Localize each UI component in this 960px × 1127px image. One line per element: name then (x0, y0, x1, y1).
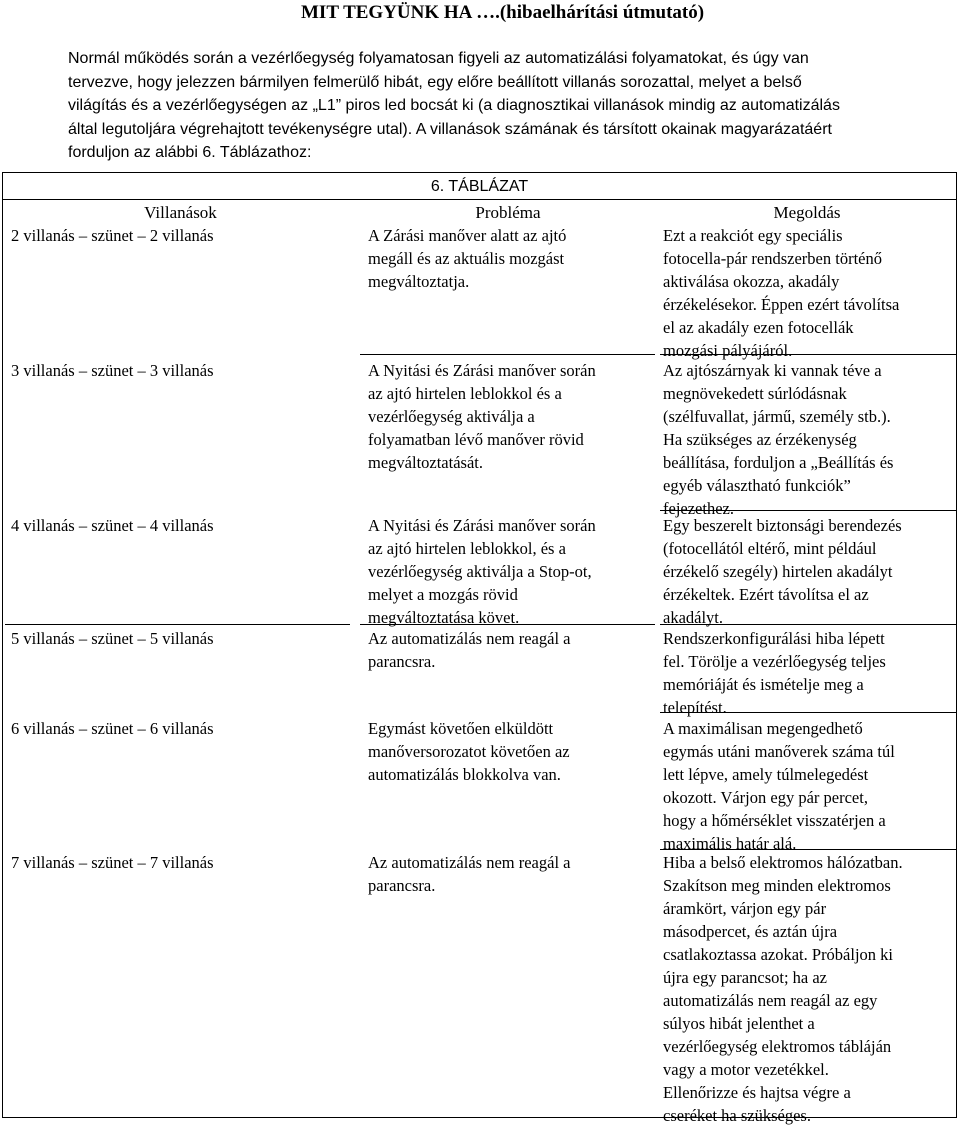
row-5-flashes: 6 villanás – szünet – 6 villanás (11, 719, 214, 738)
header-problem: Probléma (475, 203, 541, 222)
row-1-flashes: 2 villanás – szünet – 2 villanás (11, 226, 214, 245)
row-3-problem: A Nyitási és Zárási manőver során az ajtó hirtelen leblokkol, és a vezérlőegység aktiválja a Stop-ot, melyet a mozgás rövid megváltoztatása követ. (368, 516, 596, 627)
row-divider (660, 712, 956, 713)
row-2-problem: A Nyitási és Zárási manőver során az ajtó hirtelen leblokkol és a vezérlőegység aktiválja a folyamatban lévő manőver rövid megváltoztatását. (368, 361, 596, 472)
header-divider (3, 199, 956, 200)
row-divider (660, 849, 956, 850)
row-divider (660, 354, 956, 355)
row-4-solution: Rendszerkonfigurálási hiba lépett fel. Törölje a vezérlőegység teljes memóriáját és ismételje meg a telepítést. (663, 629, 886, 717)
header-flashes: Villanások (144, 203, 217, 222)
row-3-solution: Egy beszerelt biztonsági berendezés (fotocellától eltérő, mint például érzékelő szegély) hirtelen akadályt érzékeltek. Ezért távolítsa el az akadályt. (663, 516, 902, 627)
row-3-flashes: 4 villanás – szünet – 4 villanás (11, 516, 214, 535)
intro-paragraph: Normál működés során a vezérlőegység folyamatosan figyeli az automatizálási folyamatokat, és úgy van tervezve, hogy jelezzen bármilyen felmerülő hibát, egy előre beállított villanás sorozattal, melyet a belső világítás és a vezérlőegységen az „L1” piros led bocsát ki (a diagnosztikai villanások mindig az automatizálás által legutoljára végrehajtott tevékenységre utal). A villanások számának és társított okainak magyarázatáért forduljon az alábbi 6. Táblázathoz: (68, 50, 840, 161)
row-5-problem: Egymást követően elküldött manőversorozatot követően az automatizálás blokkolva van. (368, 719, 570, 784)
row-divider (660, 624, 956, 625)
row-2-flashes: 3 villanás – szünet – 3 villanás (11, 361, 214, 380)
row-4-flashes: 5 villanás – szünet – 5 villanás (11, 629, 214, 648)
row-divider (660, 510, 956, 511)
table-title: 6. TÁBLÁZAT (430, 178, 529, 195)
row-divider (360, 624, 655, 625)
row-1-solution: Ezt a reakciót egy speciális fotocella-pár rendszerben történő aktiválása okozza, akadály érzékelésekor. Éppen ezért távolítsa el az akadály ezen fotocellák mozgási pályájáról. (663, 226, 900, 360)
troubleshooting-table (2, 172, 957, 1125)
row-6-solution: Hiba a belső elektromos hálózatban. Szakítson meg minden elektromos áramkört, várjon egy pár másodpercet, és aztán újra csatlakoztassa azokat. Próbáljon ki újra egy parancsot; ha az automatizálás nem reagál az egy súlyos hibát jelenthet a vezérlőegység elektromos tábláján vagy a motor vezetékkel. Ellenőrizze és hajtsa végre a cseréket ha szükséges. (663, 853, 903, 1125)
row-2-solution: Az ajtószárnyak ki vannak téve a megnövekedett súrlódásnak (szélfuvallat, jármű, személy stb.). Ha szükséges az érzékenység beállítása, forduljon a „Beállítás és egyéb választható funkciók” fejezethez. (663, 361, 894, 518)
row-divider (360, 354, 655, 355)
document-title: MIT TEGYÜNK HA ….(hibaelhárítási útmutató) (301, 2, 705, 23)
row-1-problem: A Zárási manőver alatt az ajtó megáll és az aktuális mozgást megváltoztatja. (368, 226, 567, 291)
row-6-flashes: 7 villanás – szünet – 7 villanás (11, 853, 214, 872)
row-divider (5, 624, 350, 625)
row-6-problem: Az automatizálás nem reagál a parancsra. (368, 853, 571, 895)
row-5-solution: A maximálisan megengedhető egymás utáni manőverek száma túl lett lépve, amely túlmelegedést okozott. Várjon egy pár percet, hogy a hőmérséklet visszatérjen a maximális határ alá. (663, 719, 895, 853)
header-solution: Megoldás (773, 203, 841, 222)
row-4-problem: Az automatizálás nem reagál a parancsra. (368, 629, 571, 671)
